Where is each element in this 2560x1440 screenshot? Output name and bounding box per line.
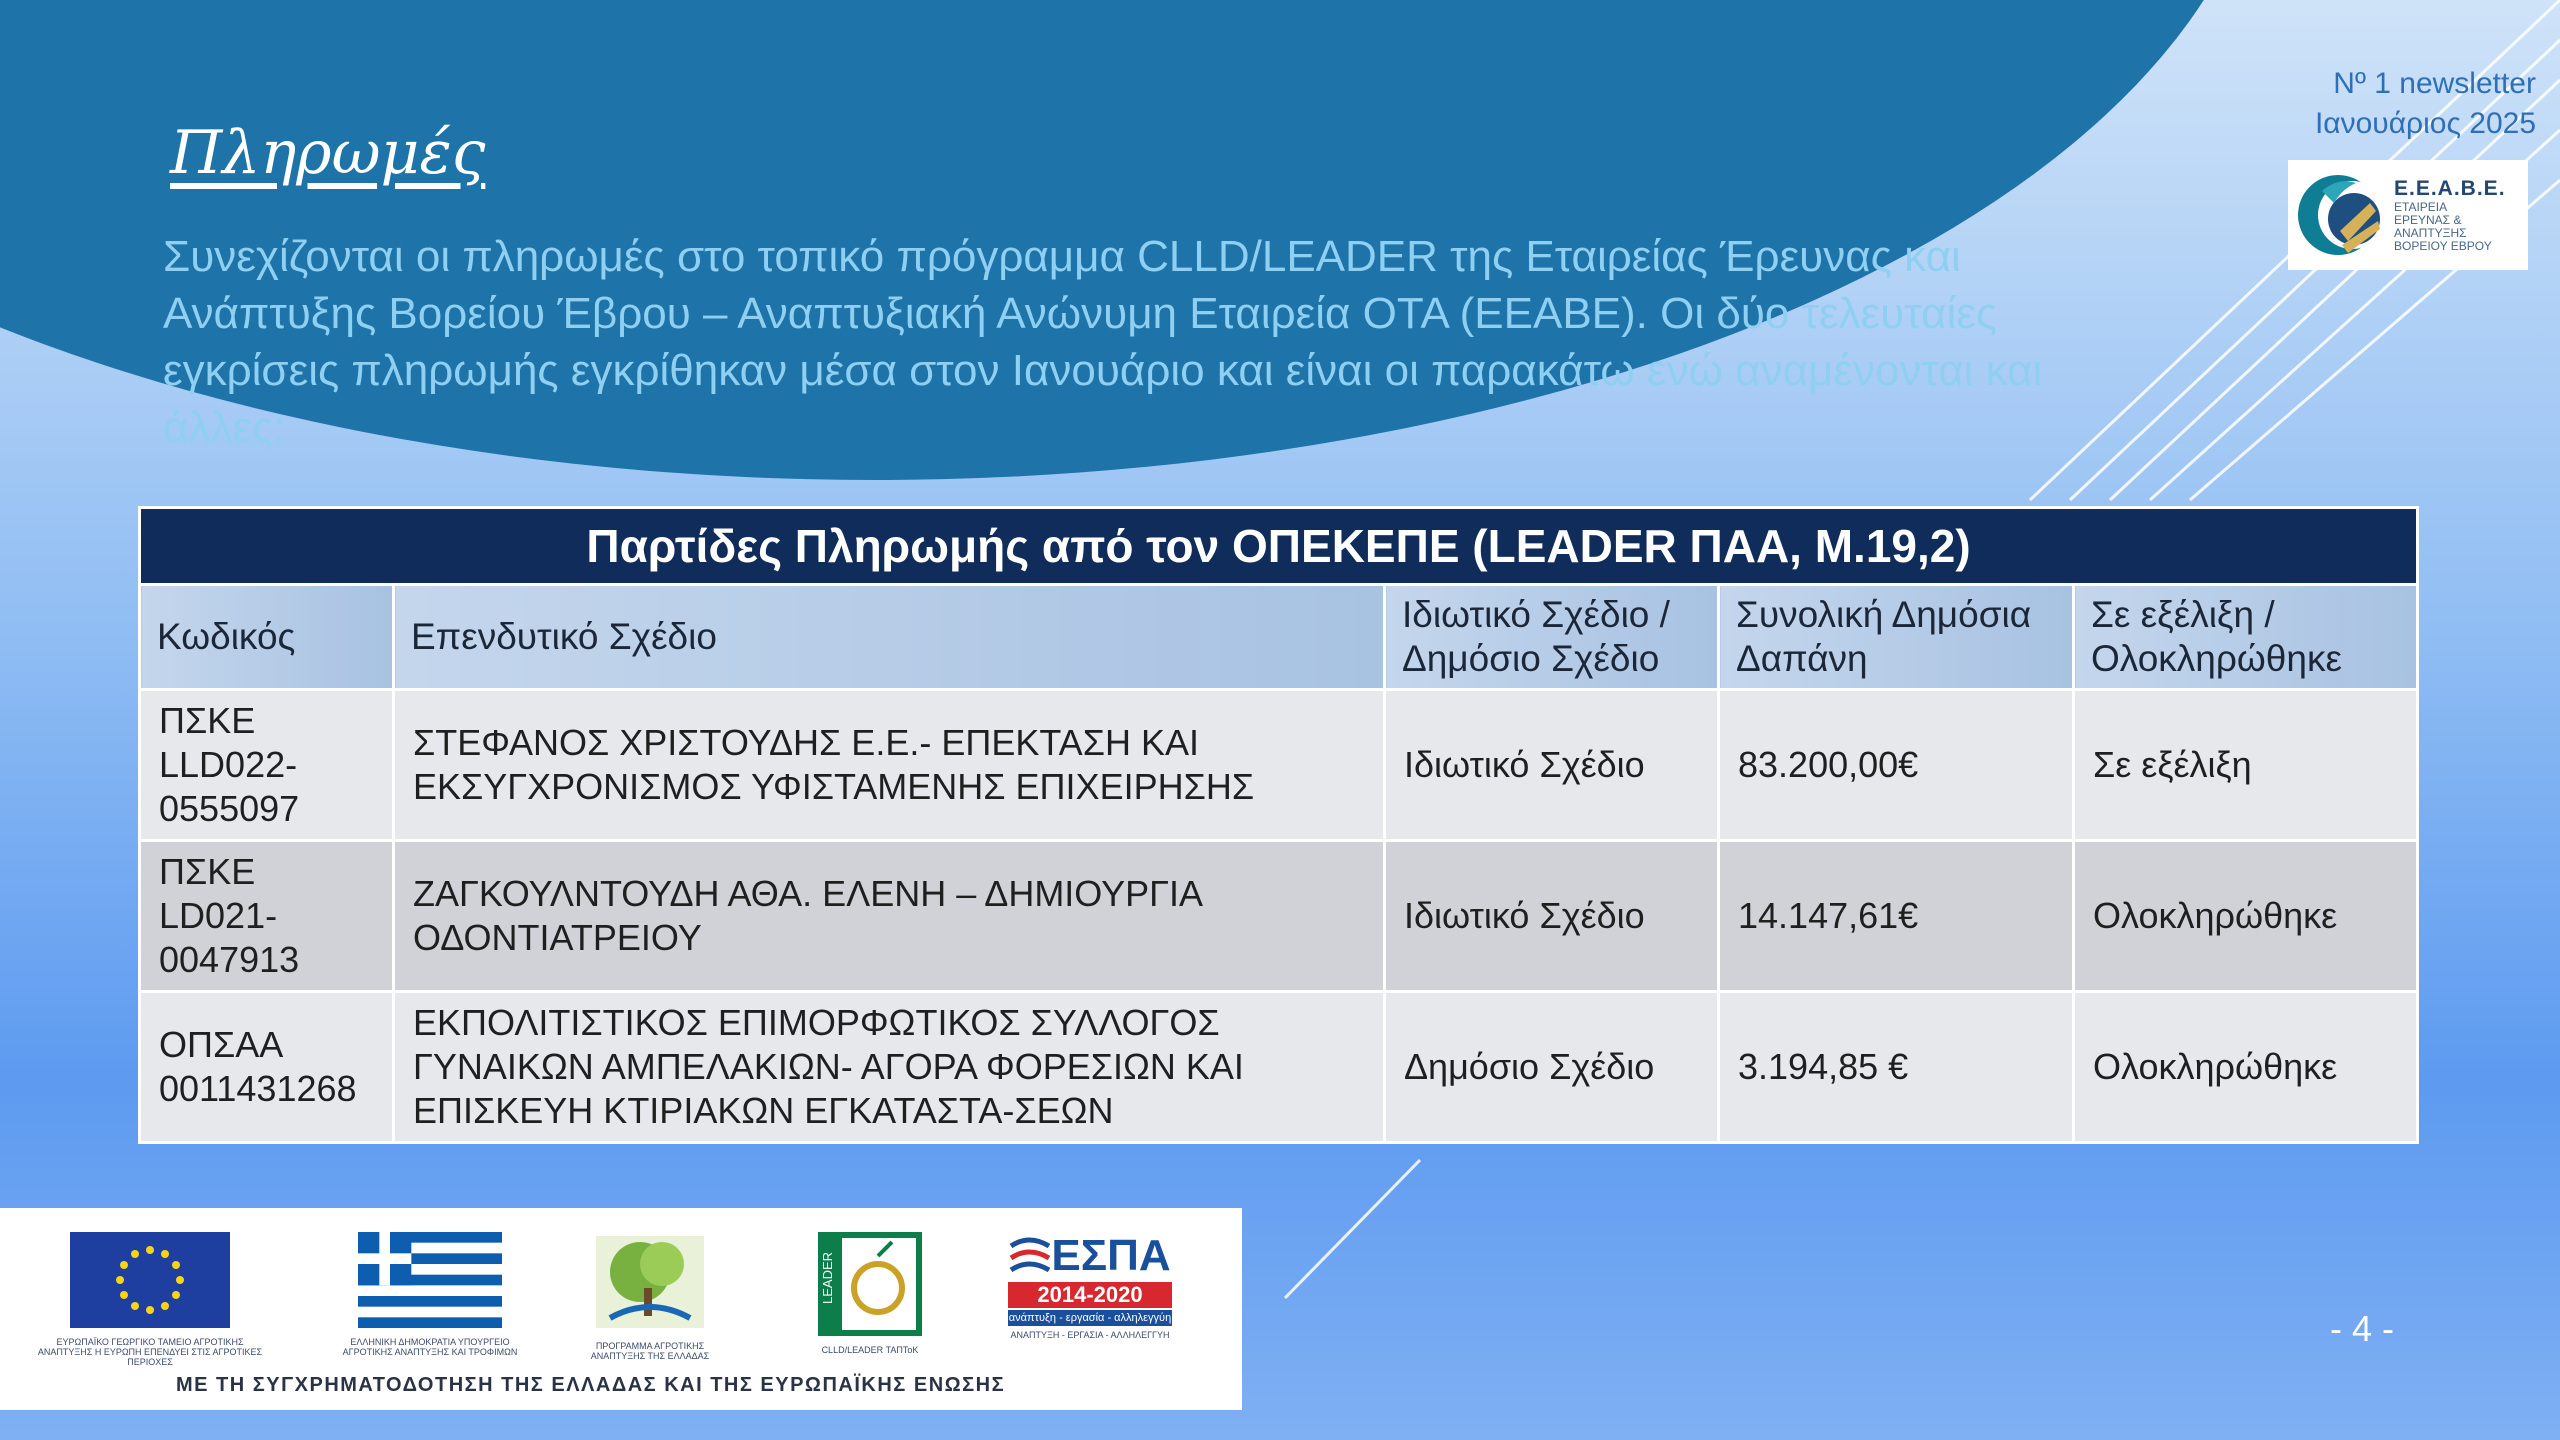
eu-logo xyxy=(30,1232,270,1367)
espa-title: ΕΣΠΑ xyxy=(1051,1231,1171,1280)
column-header-amount: Συνολική Δημόσια Δαπάνη xyxy=(1719,585,2074,690)
eu-star-icon xyxy=(176,1276,184,1284)
logo-subtitle: ΑΝΑΠΤΥΞΗΣ xyxy=(2394,226,2467,240)
eu-star-icon xyxy=(161,1302,169,1310)
intro-paragraph: Συνεχίζονται οι πληρωμές στο τοπικό πρόγραμμα CLLD/LEADER της Εταιρείας Έρευνας και Ανάπτυξης Βορείου Έβρου – Αναπτυξιακή Ανώνυμη Εταιρεία ΟΤΑ (ΕΕΑΒΕ). Οι δύο τελευταίες εγκρίσεις πληρωμής εγκρίθηκαν μέσα στον Ιανουάριο και είναι οι παρακάτω ενώ αναμένονται και άλλες: xyxy=(163,232,2043,452)
cell-type: Ιδιωτικό Σχέδιο xyxy=(1385,841,1719,992)
espa-logo xyxy=(990,1232,1190,1340)
cell-project: ΕΚΠΟΛΙΤΙΣΤΙΚΟΣ ΕΠΙΜΟΡΦΩΤΙΚΟΣ ΣΥΛΛΟΓΟΣ ΓΥΝΑΙΚΩΝ ΑΜΠΕΛΑΚΙΩΝ- ΑΓΟΡΑ ΦΟΡΕΣΙΩΝ ΚΑΙ ΕΠΙΣΚΕΥΗ ΚΤΙΡΙΑΚΩΝ ΕΓΚΑΤΑΣΤΑ-ΣΕΩΝ xyxy=(394,992,1385,1143)
greek-republic-logo xyxy=(330,1232,530,1357)
logo-subtitle: ΕΡΕΥΝΑΣ & xyxy=(2394,213,2462,227)
eu-caption: ΕΥΡΩΠΑΪΚΟ ΓΕΩΡΓΙΚΟ ΤΑΜΕΙΟ ΑΓΡΟΤΙΚΗΣ ΑΝΑΠΤΥΞΗΣ Η ΕΥΡΩΠΗ ΕΠΕΝΔΥΕΙ ΣΤΙΣ ΑΓΡΟΤΙΚΕΣ ΠΕΡΙΟΧΕΣ xyxy=(37,1337,263,1367)
eu-star-icon xyxy=(120,1261,128,1269)
logo-subtitle: ΒΟΡΕΙΟΥ ΕΒΡΟΥ xyxy=(2394,239,2492,253)
leader-logo xyxy=(800,1232,940,1355)
eeabe-logo-icon xyxy=(2292,163,2392,267)
leader-icon xyxy=(818,1232,922,1336)
rdp-logo xyxy=(580,1232,720,1361)
newsletter-date: Ιανουάριος 2025 xyxy=(2314,107,2536,140)
cell-project: ΖΑΓΚΟΥΛΝΤΟΥΔΗ ΑΘΑ. ΕΛΕΝΗ – ΔΗΜΙΟΥΡΓΙΑ ΟΔΟΝΤΙΑΤΡΕΙΟΥ xyxy=(394,841,1385,992)
eu-star-icon xyxy=(161,1250,169,1258)
cell-status: Ολοκληρώθηκε xyxy=(2074,841,2418,992)
cell-code: ΠΣΚΕ LLD022-0555097 xyxy=(140,690,394,841)
cell-status: Σε εξέλιξη xyxy=(2074,690,2418,841)
leader-caption: CLLD/LEADER ΤΑΠΤοΚ xyxy=(821,1345,919,1355)
cell-code: ΟΠΣΑΑ 0011431268 xyxy=(140,992,394,1143)
funding-banner xyxy=(0,1208,1242,1410)
section-title: Πληρωμές xyxy=(170,118,486,188)
logo-subtitle: ΕΤΑΙΡΕΙΑ xyxy=(2394,200,2448,214)
espa-wave-icon xyxy=(1009,1236,1051,1276)
espa-tagline: ανάπτυξη - εργασία - αλληλεγγύη xyxy=(1008,1312,1172,1324)
eu-star-icon xyxy=(146,1306,154,1314)
table-caption: Παρτίδες Πληρωμής από τον ΟΠΕΚΕΠΕ (LEADER ΠΑΑ, Μ.19,2) xyxy=(140,508,2418,585)
newsletter-info xyxy=(2315,64,2536,144)
rdp-caption: ΠΡΟΓΡΑΜΜΑ ΑΓΡΟΤΙΚΗΣ ΑΝΑΠΤΥΞΗΣ ΤΗΣ ΕΛΛΑΔΑΣ xyxy=(590,1341,710,1361)
cell-type: Ιδιωτικό Σχέδιο xyxy=(1385,690,1719,841)
page-number: - 4 - xyxy=(2330,1308,2395,1349)
newsletter-number: Nº 1 newsletter xyxy=(2333,67,2536,100)
eu-star-icon xyxy=(172,1261,180,1269)
cell-type: Δημόσιο Σχέδιο xyxy=(1385,992,1719,1143)
eu-star-icon xyxy=(120,1291,128,1299)
greek-flag-icon xyxy=(350,1232,510,1328)
payments-table xyxy=(138,506,2419,1144)
cofinancing-text: ΜΕ ΤΗ ΣΥΓΧΡΗΜΑΤΟΔΟΤΗΣΗ ΤΗΣ ΕΛΛΑΔΑΣ ΚΑΙ ΤΗΣ ΕΥΡΩΠΑΪΚΗΣ ΕΝΩΣΗΣ xyxy=(176,1374,1006,1396)
greek-ministry-caption: ΕΛΛΗΝΙΚΗ ΔΗΜΟΚΡΑΤΙΑ ΥΠΟΥΡΓΕΙΟ ΑΓΡΟΤΙΚΗΣ ΑΝΑΠΤΥΞΗΣ ΚΑΙ ΤΡΟΦΙΜΩΝ xyxy=(342,1337,518,1357)
eu-flag-icon xyxy=(70,1232,230,1328)
eeabe-logo xyxy=(2288,160,2528,270)
cell-amount: 83.200,00€ xyxy=(1719,690,2074,841)
leader-word: LEADER xyxy=(820,1251,835,1304)
cell-status: Ολοκληρώθηκε xyxy=(2074,992,2418,1143)
cell-code: ΠΣΚΕ LD021-0047913 xyxy=(140,841,394,992)
cell-amount: 3.194,85 € xyxy=(1719,992,2074,1143)
espa-years: 2014-2020 xyxy=(1008,1282,1172,1308)
column-header-code: Κωδικός xyxy=(140,585,394,690)
column-header-status: Σε εξέλιξη / Ολοκληρώθηκε xyxy=(2074,585,2418,690)
tree-icon xyxy=(590,1232,710,1332)
logo-name: Ε.Ε.Α.Β.Ε. xyxy=(2394,177,2506,200)
eu-star-icon xyxy=(131,1302,139,1310)
eu-star-icon xyxy=(131,1250,139,1258)
table-row xyxy=(140,992,2418,1143)
eu-star-icon xyxy=(172,1291,180,1299)
cell-amount: 14.147,61€ xyxy=(1719,841,2074,992)
table-row xyxy=(140,690,2418,841)
table-header-row xyxy=(140,585,2418,690)
espa-caption: ΑΝΑΠΤΥΞΗ - ΕΡΓΑΣΙΑ - ΑΛΛΗΛΕΓΓΥΗ xyxy=(1010,1330,1170,1340)
cell-project: ΣΤΕΦΑΝΟΣ ΧΡΙΣΤΟΥΔΗΣ Ε.Ε.- ΕΠΕΚΤΑΣΗ ΚΑΙ ΕΚΣΥΓΧΡΟΝΙΣΜΟΣ ΥΦΙΣΤΑΜΕΝΗΣ ΕΠΙΧΕΙΡΗΣΗΣ xyxy=(394,690,1385,841)
eu-star-icon xyxy=(116,1276,124,1284)
column-header-project: Επενδυτικό Σχέδιο xyxy=(394,585,1385,690)
table-row xyxy=(140,841,2418,992)
eu-star-icon xyxy=(146,1246,154,1254)
column-header-type: Ιδιωτικό Σχέδιο / Δημόσιο Σχέδιο xyxy=(1385,585,1719,690)
